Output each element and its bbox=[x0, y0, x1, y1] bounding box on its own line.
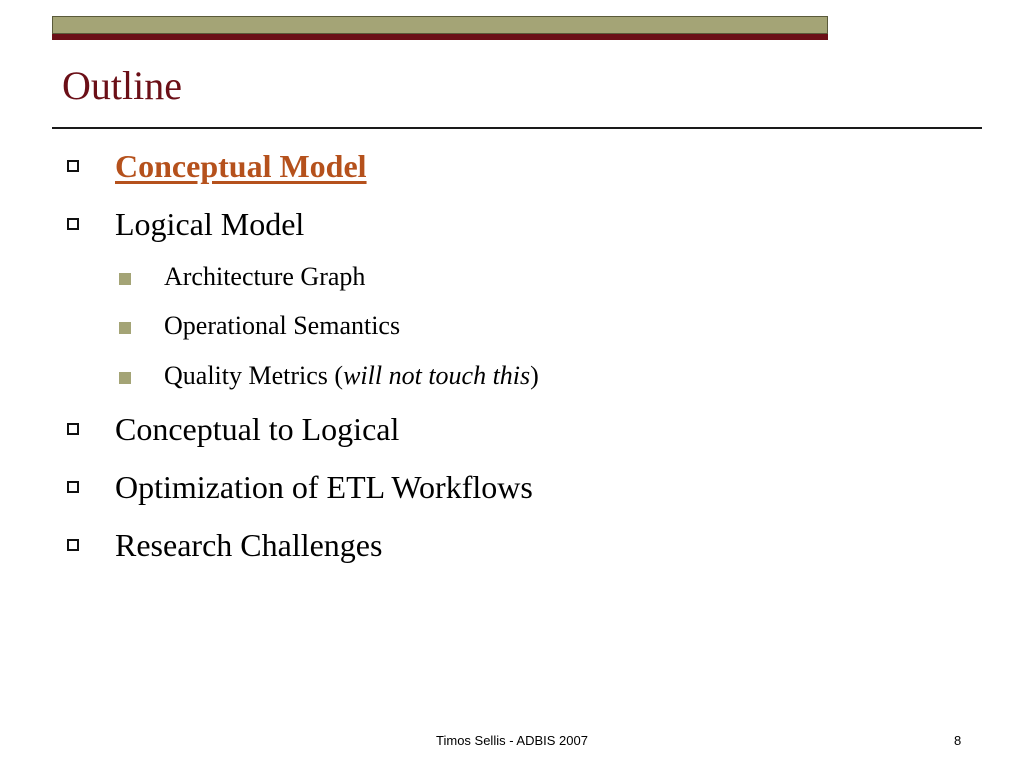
slide-title: Outline bbox=[62, 63, 182, 108]
hollow-square-bullet-icon bbox=[67, 423, 79, 435]
bullet-optimization-etl bbox=[115, 471, 533, 503]
subbullet-operational-semantics bbox=[164, 313, 400, 339]
hollow-square-bullet-icon bbox=[67, 481, 79, 493]
subbullet-text: Operational Semantics bbox=[164, 311, 401, 340]
subbullet-text-end: ) bbox=[530, 361, 539, 390]
bullet-link-text[interactable]: Conceptual Model bbox=[115, 148, 367, 184]
hollow-square-bullet-icon bbox=[67, 218, 79, 230]
bullet-text: Conceptual to Logical bbox=[115, 411, 400, 447]
footer-text: Timos Sellis - ADBIS 2007 bbox=[436, 733, 588, 748]
bullet-logical-model bbox=[115, 208, 304, 240]
subbullet-quality-metrics bbox=[164, 363, 539, 389]
hollow-square-bullet-icon bbox=[67, 160, 79, 172]
filled-square-bullet-icon bbox=[119, 273, 131, 285]
subbullet-text: Architecture Graph bbox=[164, 262, 366, 291]
bullet-text: Optimization of ETL Workflows bbox=[115, 469, 533, 505]
bullet-research-challenges bbox=[115, 529, 382, 561]
bullet-conceptual-to-logical bbox=[115, 413, 399, 445]
subbullet-text-main: Quality Metrics ( bbox=[164, 361, 344, 390]
bullet-conceptual-model[interactable] bbox=[115, 150, 367, 182]
page-number: 8 bbox=[954, 733, 962, 748]
hollow-square-bullet-icon bbox=[67, 539, 79, 551]
filled-square-bullet-icon bbox=[119, 322, 131, 334]
bullet-text: Logical Model bbox=[115, 206, 305, 242]
bullet-text: Research Challenges bbox=[115, 527, 383, 563]
subbullet-architecture-graph bbox=[164, 264, 365, 290]
subbullet-text-italic: will not touch this bbox=[343, 361, 531, 390]
filled-square-bullet-icon bbox=[119, 372, 131, 384]
